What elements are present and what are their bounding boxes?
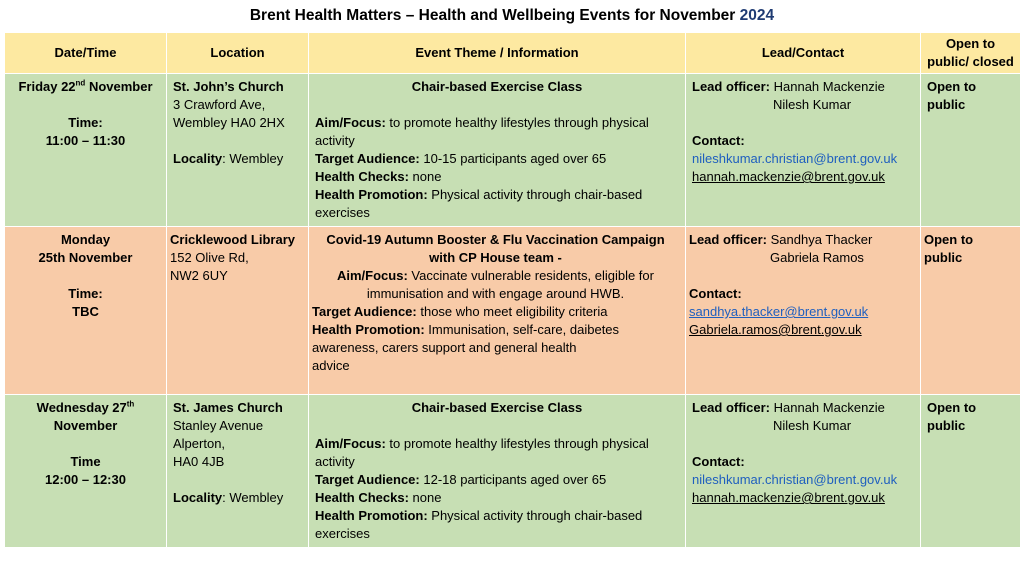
lead-name: Sandhya Thacker	[767, 232, 873, 247]
aim-label: Aim/Focus:	[315, 436, 386, 451]
address-line: HA0 4JB	[173, 454, 225, 469]
lead-cell	[686, 74, 921, 227]
date-cell	[5, 227, 167, 395]
date-month: November	[53, 418, 118, 433]
open-cell: Open to public	[921, 74, 1021, 227]
locality-value: : Wembley	[222, 490, 284, 505]
date-suffix: nd	[75, 78, 86, 88]
email-link[interactable]: hannah.mackenzie@brent.gov.uk	[692, 490, 885, 505]
aim-label: Aim/Focus:	[315, 115, 386, 130]
title-year: 2024	[739, 7, 775, 24]
header-event: Event Theme / Information	[309, 33, 686, 74]
event-promotion	[312, 321, 679, 357]
lead-name: Gabriela Ramos	[770, 250, 864, 265]
lead-label: Lead officer:	[689, 232, 768, 247]
header-date: Date/Time	[5, 33, 167, 74]
date-month: November	[85, 79, 153, 94]
events-table	[4, 32, 1021, 548]
time-label: Time:	[68, 286, 103, 301]
email-link[interactable]: nileshkumar.christian@brent.gov.uk	[692, 472, 898, 487]
aim-text: to promote healthy lifestyles through physical activity	[315, 115, 649, 148]
location-cell	[167, 227, 309, 395]
contact-label: Contact:	[689, 286, 742, 301]
location-name: St. James Church	[173, 400, 283, 415]
time-label: Time:	[68, 115, 103, 130]
event-aim	[312, 267, 679, 303]
audience-text: those who meet eligibility criteria	[416, 304, 608, 319]
locality	[173, 150, 302, 168]
header-open: Open to public/ closed	[921, 33, 1021, 74]
event-audience	[312, 303, 679, 321]
contact-label: Contact:	[692, 133, 745, 148]
header-lead: Lead/Contact	[686, 33, 921, 74]
promo-label: Health Promotion:	[315, 508, 428, 523]
address-line: Alperton,	[173, 436, 226, 451]
lead-name: Nilesh Kumar	[773, 97, 852, 112]
locality	[173, 489, 302, 507]
promo-text: Physical activity through chair-based exercises	[315, 508, 643, 541]
event-cell	[309, 395, 686, 548]
open-cell: Open to public	[921, 395, 1021, 548]
audience-label: Target Audience:	[315, 151, 420, 166]
aim-text: Vaccinate vulnerable residents, eligible for immunisation and with engage around HWB.	[366, 268, 654, 301]
email-link[interactable]: Gabriela.ramos@brent.gov.uk	[689, 322, 862, 337]
aim-text: to promote healthy lifestyles through physical activity	[315, 436, 649, 469]
audience-label: Target Audience:	[315, 472, 420, 487]
address-line: Stanley Avenue	[173, 418, 264, 433]
event-cell	[309, 227, 686, 395]
lead-name: Hannah Mackenzie	[770, 400, 885, 415]
checks-label: Health Checks:	[315, 169, 409, 184]
location-name: Cricklewood Library	[170, 232, 295, 247]
event-audience	[315, 150, 679, 168]
event-checks	[315, 168, 679, 186]
event-checks	[315, 489, 679, 507]
address-line: Wembley HA0 2HX	[173, 115, 285, 130]
title-text: Brent Health Matters – Health and Wellbeing Events for November	[249, 7, 736, 24]
address-line: 3 Crawford Ave,	[173, 97, 266, 112]
promo-text: Physical activity through chair-based exercises	[315, 187, 643, 220]
locality-label: Locality	[173, 490, 223, 505]
time-label: Time	[70, 454, 101, 469]
promo-text: advice	[312, 358, 350, 373]
audience-text: 10-15 participants aged over 65	[419, 151, 607, 166]
email-link[interactable]: nileshkumar.christian@brent.gov.uk	[692, 151, 898, 166]
audience-label: Target Audience:	[312, 304, 417, 319]
date-cell	[5, 74, 167, 227]
event-audience	[315, 471, 679, 489]
date-cell	[5, 395, 167, 548]
contact-label: Contact:	[692, 454, 745, 469]
time-value: 12:00 – 12:30	[45, 472, 126, 487]
checks-text: none	[408, 490, 442, 505]
event-aim	[315, 435, 679, 471]
event-cell	[309, 74, 686, 227]
date-text: 25th November	[38, 250, 133, 265]
date-suffix: th	[126, 399, 135, 409]
address-line: NW2 6UY	[170, 268, 228, 283]
open-cell: Open to public	[921, 227, 1021, 395]
checks-label: Health Checks:	[315, 490, 409, 505]
location-cell	[167, 74, 309, 227]
checks-text: none	[408, 169, 442, 184]
location-cell	[167, 395, 309, 548]
locality-value: : Wembley	[222, 151, 284, 166]
lead-name: Hannah Mackenzie	[770, 79, 885, 94]
lead-cell	[686, 227, 921, 395]
time-value: TBC	[72, 304, 99, 319]
aim-label: Aim/Focus:	[337, 268, 408, 283]
event-title: Chair-based Exercise Class	[411, 400, 583, 415]
email-link[interactable]: hannah.mackenzie@brent.gov.uk	[692, 169, 885, 184]
address-line: 152 Olive Rd,	[170, 250, 249, 265]
page-title	[0, 6, 1024, 26]
promo-text: Immunisation, self-care, daibetes awareness, carers support and general health	[312, 322, 620, 355]
date-text: Friday 22	[18, 79, 76, 94]
event-promotion	[315, 186, 679, 222]
lead-label: Lead officer:	[692, 400, 771, 415]
date-text: Monday	[60, 232, 111, 247]
event-promotion	[315, 507, 679, 543]
locality-label: Locality	[173, 151, 223, 166]
lead-cell	[686, 395, 921, 548]
date-text: Wednesday 27	[36, 400, 127, 415]
promo-label: Health Promotion:	[312, 322, 425, 337]
location-name: St. John’s Church	[173, 79, 284, 94]
lead-name: Nilesh Kumar	[773, 418, 852, 433]
event-title: Chair-based Exercise Class	[411, 79, 583, 94]
table-row	[5, 74, 1021, 227]
table-row	[5, 395, 1021, 548]
time-value: 11:00 – 11:30	[45, 133, 126, 148]
event-aim	[315, 114, 679, 150]
email-link[interactable]: sandhya.thacker@brent.gov.uk	[689, 304, 869, 319]
table-row	[5, 227, 1021, 395]
audience-text: 12-18 participants aged over 65	[419, 472, 607, 487]
header-row	[5, 33, 1021, 74]
header-location: Location	[167, 33, 309, 74]
lead-label: Lead officer:	[692, 79, 771, 94]
event-title: Covid-19 Autumn Booster & Flu Vaccination Campaign with CP House team -	[326, 232, 665, 265]
promo-label: Health Promotion:	[315, 187, 428, 202]
